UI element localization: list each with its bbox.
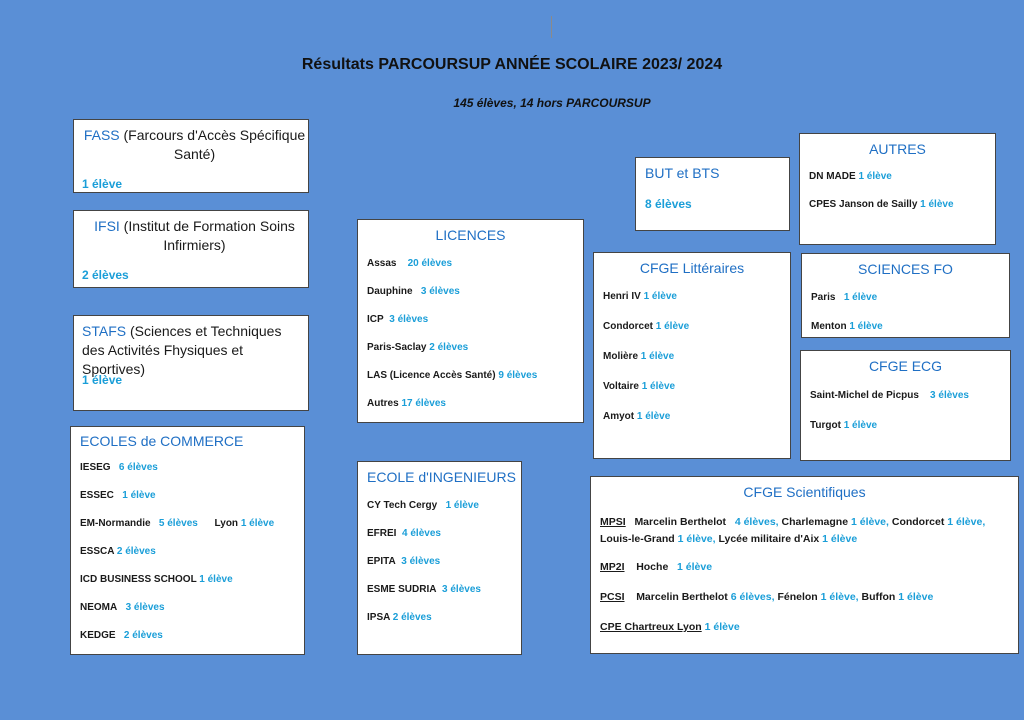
pcsi-school-1: Marcelin Berthelot — [636, 591, 728, 603]
item-name: Saint-Michel de Picpus — [810, 390, 919, 401]
mp2i-school-1: Hoche — [636, 561, 669, 573]
item-value: 3 élèves — [442, 584, 481, 595]
item-name: Dauphine — [367, 286, 413, 297]
pcsi-value-3: 1 élève — [898, 591, 934, 603]
item-value: 1 élève — [858, 171, 892, 182]
mpsi-value-2: 1 élève, — [850, 516, 889, 528]
list-item — [367, 342, 468, 353]
item-value: 3 élèves — [389, 314, 429, 325]
list-item — [810, 420, 877, 431]
mpsi-school-1: Marcelin Berthelot — [634, 516, 727, 528]
item-value: 3 élèves — [401, 556, 441, 567]
item-name: ESSCA — [80, 546, 115, 557]
item-name: Condorcet — [603, 321, 653, 332]
staps-count: 1 élève — [82, 373, 123, 387]
item-value: 1 élève — [655, 321, 690, 332]
mpsi-school-4: Louis-le-Grand — [600, 533, 675, 545]
list-item — [811, 321, 883, 332]
but-count: 8 élèves — [645, 197, 692, 211]
pass-box — [73, 119, 309, 193]
ifsi-count: 2 élèves — [82, 268, 129, 282]
cpge-ecg-heading: CFGE ECG — [868, 358, 943, 374]
item-name: Amyot — [603, 411, 635, 422]
pcsi-label: PCSI — [600, 591, 625, 603]
item-value: 1 élève — [122, 490, 156, 501]
staps-acronym: STAFS — [82, 323, 127, 339]
staps-heading — [82, 322, 307, 379]
but-box — [635, 157, 790, 231]
item-name: NEOMA — [80, 602, 118, 613]
cpe-label: CPE Chartreux Lyon — [600, 621, 702, 633]
item-name: Menton — [811, 321, 847, 332]
item-value: 1 élève — [445, 500, 479, 511]
pass-label: (Farcours d'Accès Spécifique Santé) — [119, 127, 306, 162]
mpsi-value-3: 1 élève, — [947, 516, 986, 528]
list-item — [603, 381, 675, 392]
item-value: 3 élèves — [420, 286, 460, 297]
list-item — [603, 351, 674, 362]
item-name: ESSEC — [80, 490, 114, 501]
ingenieurs-heading: ECOLE d'INGENIEURS — [367, 469, 516, 485]
item-name: IPSA — [367, 612, 390, 623]
list-item — [80, 574, 233, 585]
autres-heading: AUTRES — [869, 141, 926, 157]
item-value: 17 élèves — [401, 398, 446, 409]
list-item — [80, 462, 158, 473]
text-cursor — [551, 16, 552, 38]
mp2i-label: MP2I — [600, 561, 625, 573]
pcsi-value-2: 1 élève, — [820, 591, 859, 603]
ifsi-box — [73, 210, 309, 288]
list-item — [809, 171, 892, 182]
item-name: LAS (Licence Accès Santé) — [367, 370, 496, 381]
item-value: 1 élève — [843, 420, 878, 431]
page-title: Résultats PARCOURSUP ANNÉE SCOLAIRE 2023/ 2024 — [301, 56, 723, 73]
item-value: 3 élèves — [930, 390, 969, 401]
cpge-litt-box — [593, 252, 791, 459]
list-item — [367, 286, 460, 297]
cpge-ecg-box — [800, 350, 1011, 461]
list-item — [367, 370, 537, 381]
mpsi-value-1: 4 élèves, — [734, 516, 779, 528]
cpe-value-1: 1 élève — [704, 621, 740, 633]
item-value: 3 élèves — [125, 602, 165, 613]
pass-heading — [82, 126, 307, 164]
list-item — [603, 291, 677, 302]
item-name: ICD BUSINESS SCHOOL — [80, 574, 197, 585]
list-item — [809, 199, 954, 210]
item-name: EPITA — [367, 556, 396, 567]
staps-box — [73, 315, 309, 411]
list-item — [367, 398, 446, 409]
commerce-heading: ECOLES de COMMERCE — [80, 433, 244, 449]
item-name: Turgot — [810, 420, 841, 431]
item-name: ESME SUDRIA — [367, 584, 437, 595]
item-value: 9 élèves — [498, 370, 538, 381]
pcsi-school-2: Fénelon — [777, 591, 818, 603]
mp2i-value-1: 1 élève — [677, 561, 713, 573]
item-value: 1 élève — [641, 381, 676, 392]
mpsi-value-4: 1 élève, — [677, 533, 716, 545]
cpge-sci-heading: CFGE Scientifiques — [743, 484, 866, 500]
cpge-sci-cpe — [600, 619, 1010, 636]
list-item — [80, 490, 156, 501]
item-name: Molière — [603, 351, 639, 362]
autres-box — [799, 133, 996, 245]
list-item — [367, 612, 432, 623]
cpge-litt-heading: CFGE Littéraires — [639, 260, 745, 276]
list-item — [367, 584, 481, 595]
item-value: 6 élèves — [118, 462, 158, 473]
pass-count: 1 élève — [82, 177, 123, 191]
item-value: 2 élèves — [392, 612, 432, 623]
item-value: 5 élèves — [158, 518, 198, 529]
ifsi-acronym: IFSI — [94, 218, 120, 234]
item-value: 1 élève — [920, 199, 954, 210]
list-item — [367, 556, 440, 567]
list-item — [367, 258, 452, 269]
licences-heading: LICENCES — [435, 227, 506, 243]
item-value: 4 élèves — [402, 528, 441, 539]
item-name: Autres — [367, 398, 399, 409]
item-value: 1 élève — [199, 574, 233, 585]
list-item — [367, 500, 479, 511]
item-value: 2 élèves — [429, 342, 469, 353]
item-name: Voltaire — [603, 381, 639, 392]
staps-label: (Sciences et Techniques des Activités Fhysiques et Sportives) — [82, 323, 282, 377]
list-item — [603, 411, 670, 422]
ifsi-label: (Institut de Formation Soins Infirmiers) — [119, 218, 295, 253]
item-value: 2 élèves — [123, 630, 163, 641]
pcsi-value-1: 6 élèves, — [730, 591, 775, 603]
item-value: 1 élève — [636, 411, 671, 422]
cpge-sci-box — [590, 476, 1019, 654]
item-name: Paris — [811, 292, 836, 303]
ifsi-heading — [82, 217, 307, 255]
mpsi-school-2: Charlemagne — [781, 516, 849, 528]
item-name: Paris-Saclay — [367, 342, 427, 353]
item-name: IESEG — [80, 462, 111, 473]
mpsi-school-3: Condorcet — [891, 516, 945, 528]
item-value: 1 élève — [843, 292, 878, 303]
mpsi-label: MPSI — [600, 516, 626, 528]
commerce-box — [70, 426, 305, 655]
mpsi-school-5: Lycée militaire d'Aix — [718, 533, 820, 545]
sciencespo-box — [801, 253, 1010, 338]
item-name: EFREI — [367, 528, 397, 539]
list-item — [80, 602, 165, 613]
item-name: Assas — [367, 258, 397, 269]
list-item — [80, 518, 274, 529]
page-subtitle: 145 élèves, 14 hors PARCOURSUP — [453, 96, 651, 110]
cpge-sci-mpsi — [600, 514, 1010, 548]
item-name-2: Lyon — [214, 518, 239, 529]
item-value: 1 élève — [643, 291, 677, 302]
cpge-sci-mp2i — [600, 559, 1010, 576]
item-name: KEDGE — [80, 630, 116, 641]
cpge-sci-pcsi — [600, 589, 1010, 606]
but-heading: BUT et BTS — [645, 165, 720, 181]
item-name: Henri IV — [603, 291, 641, 302]
item-value: 20 élèves — [407, 258, 453, 269]
item-name: DN MADE — [809, 171, 856, 182]
item-name: EM-Normandie — [80, 518, 151, 529]
item-value: 1 élève — [849, 321, 883, 332]
pcsi-school-3: Buffon — [861, 591, 896, 603]
list-item — [811, 292, 877, 303]
sciencespo-heading: SCIENCES FO — [858, 261, 953, 277]
list-item — [367, 314, 428, 325]
list-item — [80, 546, 156, 557]
ingenieurs-box — [357, 461, 522, 655]
item-name: CY Tech Cergy — [367, 500, 438, 511]
list-item — [810, 390, 969, 401]
mpsi-value-5: 1 élève — [822, 533, 858, 545]
item-value: 1 élève — [640, 351, 675, 362]
pass-acronym: FASS — [83, 127, 120, 143]
licences-box — [357, 219, 584, 423]
item-name: CPES Janson de Sailly — [809, 199, 918, 210]
item-value: 2 élèves — [116, 546, 156, 557]
list-item — [80, 630, 163, 641]
item-value-2: 1 élève — [240, 518, 275, 529]
list-item — [367, 528, 441, 539]
item-name: ICP — [367, 314, 384, 325]
list-item — [603, 321, 689, 332]
